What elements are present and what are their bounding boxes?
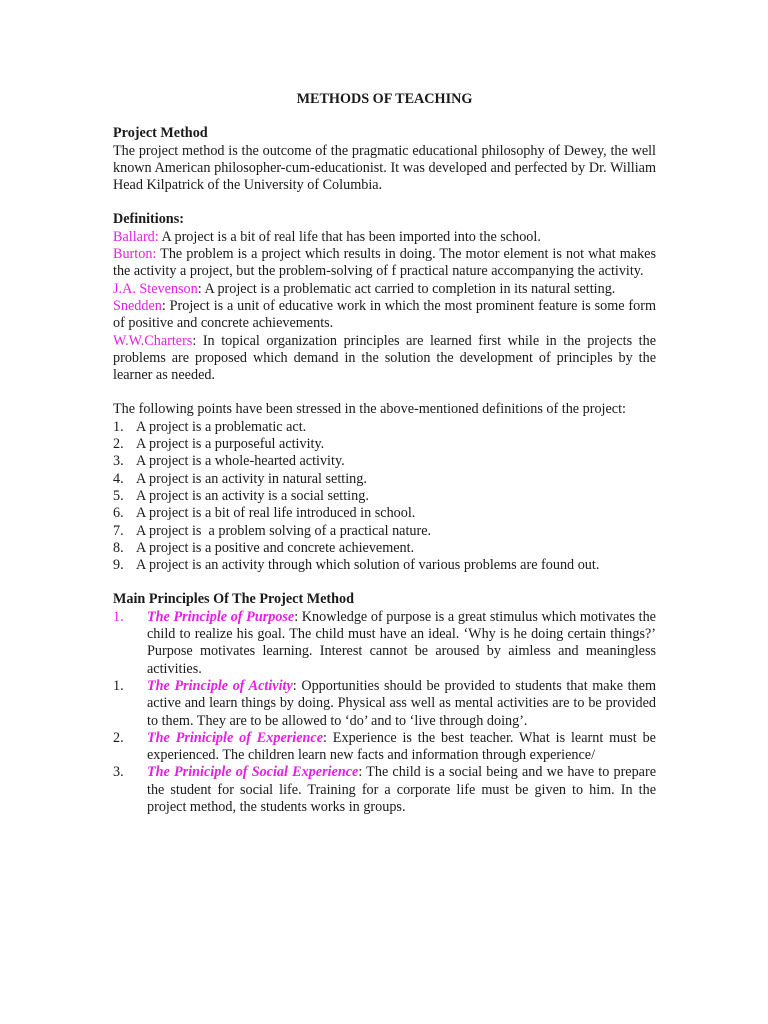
principle-text: : Opportunities should be provided to students that make them active and learn things by doing. Physical ass well as mental activities are to be provided to them. They are to be allowed to ‘do’ and to ‘live through doing’. xyxy=(147,677,656,729)
principle-item xyxy=(113,730,656,765)
principles-heading: Main Principles Of The Project Method xyxy=(113,591,355,608)
document-title: METHODS OF TEACHING xyxy=(296,91,473,107)
list-item xyxy=(113,436,656,453)
list-text: A project is a whole-hearted activity. xyxy=(136,453,345,470)
page-content xyxy=(113,91,656,816)
principle-number: 3. xyxy=(113,764,124,781)
definition-author: Burton: xyxy=(113,246,157,263)
principle-label: The Priniciple of Social Experience xyxy=(147,764,359,781)
list-number: 2. xyxy=(113,436,124,453)
list-item xyxy=(113,540,656,557)
principles-list xyxy=(113,609,656,817)
principle-number: 2. xyxy=(113,729,124,746)
principle-label: The Priniciple of Experience xyxy=(147,729,323,746)
list-item xyxy=(113,453,656,470)
definition-item xyxy=(113,333,656,385)
list-number: 1. xyxy=(113,418,124,435)
principle-number: 1. xyxy=(113,677,124,694)
list-item xyxy=(113,488,656,505)
list-text: A project is a positive and concrete achievement. xyxy=(136,539,415,556)
list-text: A project is a problematic act. xyxy=(136,418,307,435)
project-method-heading: Project Method xyxy=(113,125,208,142)
list-number: 5. xyxy=(113,487,124,504)
definition-author: Snedden xyxy=(113,297,162,314)
list-item xyxy=(113,523,656,540)
definitions-list xyxy=(113,229,656,385)
principle-item xyxy=(113,678,656,730)
principle-text: : The child is a social being and we have to prepare the student for social life. Training for a corporate life must be given to him. In the project method, the students works in groups. xyxy=(147,764,657,815)
list-text: A project is an activity in natural setting. xyxy=(136,470,367,487)
project-method-body: The project method is the outcome of the pragmatic educational philosophy of Dewey, the well known American philosopher-cum-educationist. It was developed and perfected by Dr. William Head Kilpatrick of the University of Columbia. xyxy=(113,142,656,194)
definitions-heading: Definitions: xyxy=(113,211,184,228)
list-number: 3. xyxy=(113,453,124,470)
principle-number: 1. xyxy=(113,608,124,625)
list-item xyxy=(113,419,656,436)
definition-item xyxy=(113,298,656,333)
definition-item xyxy=(113,281,656,298)
list-number: 6. xyxy=(113,505,124,522)
list-item xyxy=(113,557,656,574)
definition-item xyxy=(113,229,656,246)
principle-label: The Principle of Purpose xyxy=(147,608,295,625)
definition-text: : Project is a unit of educative work in which the most prominent feature is some form of positive and concrete achievements. xyxy=(113,297,656,332)
list-number: 8. xyxy=(113,539,124,556)
definition-text: A project is a bit of real life that has been imported into the school. xyxy=(158,228,541,245)
list-text: A project is a bit of real life introduced in school. xyxy=(136,505,416,522)
definition-author: Ballard: xyxy=(113,228,159,245)
list-number: 4. xyxy=(113,470,124,487)
principle-item xyxy=(113,764,656,816)
list-item xyxy=(113,505,656,522)
list-text: A project is a problem solving of a practical nature. xyxy=(136,522,432,539)
points-list xyxy=(113,419,656,575)
principle-text: : Experience is the best teacher. What is learnt must be experienced. The children learn new facts and information through experience/ xyxy=(147,729,656,764)
principle-text: : Knowledge of purpose is a great stimulus which motivates the child to realize his goal. The child must have an ideal. ‘Why is he doing certain things?’ Purpose motivates learning. Interest cannot be aroused by aimless and meaningless activities. xyxy=(147,608,656,677)
definition-text: : In topical organization principles are learned first while in the projects the problems are proposed which demand in the solution the development of principles by the learner as needed. xyxy=(113,332,656,384)
definition-text: The problem is a project which results in doing. The motor element is not what makes the activity a project, but the problem-solving of f practical nature accompanying the activity. xyxy=(113,246,656,280)
definition-author: W.W.Charters xyxy=(113,332,193,349)
list-item xyxy=(113,471,656,488)
list-text: A project is an activity through which solution of various problems are found out. xyxy=(136,557,600,574)
definition-item xyxy=(113,246,656,281)
principle-label: The Principle of Activity xyxy=(147,677,293,694)
points-intro: The following points have been stressed in the above-mentioned definitions of the project: xyxy=(113,401,626,418)
list-text: A project is an activity is a social setting. xyxy=(136,487,369,504)
definition-author: J.A. Stevenson xyxy=(113,280,198,297)
list-number: 7. xyxy=(113,522,124,539)
list-number: 9. xyxy=(113,557,124,574)
list-text: A project is a purposeful activity. xyxy=(136,436,325,453)
principle-item xyxy=(113,609,656,678)
definition-text: : A project is a problematic act carried to completion in its natural setting. xyxy=(197,280,616,297)
